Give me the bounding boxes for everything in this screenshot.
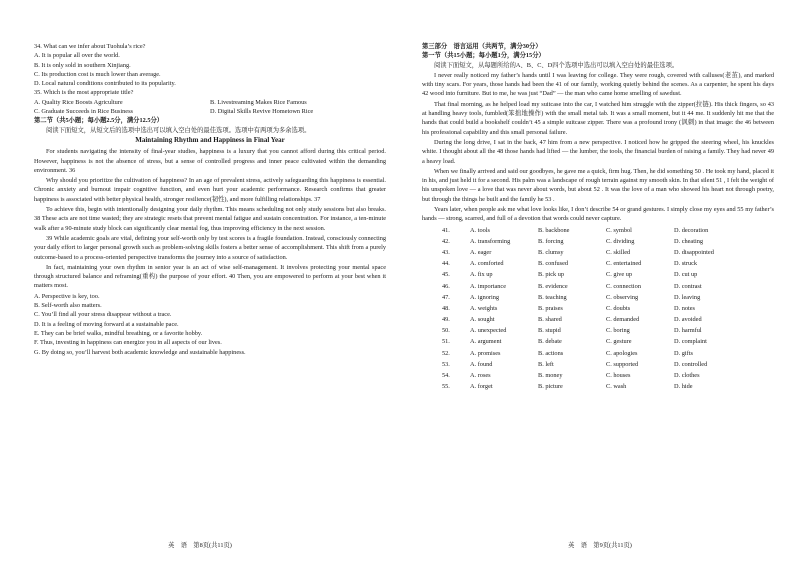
choice-option: D. gifts [674, 349, 693, 357]
choice-option: A. transforming [470, 237, 511, 245]
left-paragraph-3: To achieve this, begin with intentionally designing your daily rhythm. This means scheduling not only study sessions but also breaks. 38 These acts are not time wasted; they are strategic resets that prevent mental fatigue and sustain concentration. For instance, a ten-minute walk after a 90-minute study block can significantly clear mental fog, thus improving efficiency in the next session. [34, 206, 386, 232]
choice-row [442, 314, 742, 325]
choice-option: A. found [470, 360, 493, 368]
choice-option: D. clothes [674, 372, 700, 380]
choice-row [442, 359, 742, 370]
q35-option-b: B. Livestreaming Makes Rice Famous [210, 98, 307, 106]
section1-header: 第一节（共15小题；每小题1分，满分15分） [422, 52, 545, 60]
left-paragraph-4: 39 While academic goals are vital, defining your self-worth only by test scores is a fragile foundation. Instead, consciously connecting your daily effort to larger personal growth such as problem-solving skills fosters a better sense of accomplishment. This shift from a purely outcome-based to a process-oriented perspective transforms the journey into a source of satisfaction. [34, 234, 386, 261]
choice-option: A. eager [470, 248, 492, 256]
choice-option: D. hide [674, 383, 693, 391]
choice-row [442, 348, 742, 359]
choice-option: A. roses [470, 372, 491, 380]
answer-option-1: A. Perspective is key, too. [34, 292, 100, 300]
choice-option: B. praises [538, 304, 563, 312]
answer-option-3: C. You’ll find all your stress disappear without a trace. [34, 311, 172, 319]
choice-option: A. weights [470, 304, 498, 312]
choice-row [442, 281, 742, 292]
choice-option: D. leaving [674, 293, 701, 301]
choice-row [442, 337, 742, 348]
answer-option-7: G. By doing so, you’ll harvest both academic knowledge and sustainable happiness. [34, 348, 246, 356]
choice-option: C. give up [606, 271, 633, 279]
choice-option: D. harmful [674, 327, 702, 335]
choice-option: D. cheating [674, 237, 704, 245]
choice-option: D. disappointed [674, 248, 714, 256]
choice-row [442, 269, 742, 280]
choice-option: D. controlled [674, 360, 708, 368]
answer-option-2: B. Self-worth also matters. [34, 302, 102, 310]
choice-row [442, 247, 742, 258]
answer-option-4: D. It is a feeling of moving forward at a sustainable pace. [34, 320, 179, 328]
choice-option: D. decoration [674, 226, 709, 234]
choice-row [442, 370, 742, 381]
page-footer-left: 英 语 第8页(共11页) [168, 541, 232, 549]
right-page [400, 0, 800, 566]
choice-row [442, 236, 742, 247]
choice-number: 53. [442, 360, 450, 368]
choice-option: B. shared [538, 316, 562, 324]
choice-option: B. clumsy [538, 248, 564, 256]
choice-number: 55. [442, 383, 450, 391]
choice-option: B. picture [538, 383, 563, 391]
choice-row [442, 303, 742, 314]
answer-option-6: F. Thus, investing in happiness can energize you in all aspects of our lives. [34, 339, 222, 347]
choice-row [442, 225, 742, 236]
section1-instruction: 阅读下面短文，从每题所给的A、B、C、D四个选项中选出可以填入空白处的最佳选项。 [434, 61, 679, 69]
q34-option-4: D. Local natural conditions contributed to its popularity. [34, 80, 176, 88]
choice-option: A. argument [470, 338, 502, 346]
choice-option: B. backbone [538, 226, 570, 234]
choice-option: C. symbol [606, 226, 632, 234]
choice-number: 46. [442, 282, 450, 290]
q34-options [34, 51, 386, 88]
page-footer-right: 英 语 第9页(共11页) [568, 541, 632, 549]
part3-header: 第三部分 语言运用（共两节，满分30分） [422, 43, 542, 50]
choice-number: 41. [442, 226, 450, 234]
choice-option: A. comforted [470, 260, 504, 268]
q34-option-2: B. It is only sold in southern Xinjiang. [34, 61, 131, 69]
choice-option: B. stupid [538, 327, 561, 335]
choice-option: B. money [538, 372, 563, 380]
answer-options [34, 292, 386, 357]
choice-row [442, 292, 742, 303]
choice-option: C. gesture [606, 338, 632, 346]
choice-number: 45. [442, 271, 450, 279]
choice-number: 48. [442, 304, 450, 312]
right-paragraph-4: When we finally arrived and said our goodbyes, he gave me a quick, firm hug. Then, he did something 50 . He took my hand, placed it in his, and just held it for a second. His palm was a landscape of rough terrain against my smooth skin. In that silent 51 , I felt the weight of his unspoken love — a love that was never about words, but about 52 . It was the love of a man who showed his heart not through poetry, but through the things he built and the family he 53 . [422, 167, 774, 203]
right-paragraph-1: I never really noticed my father’s hands until I was leaving for college. They were rough, covered with calluses(老茧), and marked with tiny scars. For years, those hands had been the 41 of our family, working quietly behind the scenes. As a carpenter, he spent his days 42 wood into furniture. But to me, he was just “Dad” — the man who came home smelling of sawdust. [422, 71, 774, 98]
choice-option: C. doubts [606, 304, 631, 312]
section2-header: 第二节（共5小题；每小题2.5分，满分12.5分） [34, 117, 164, 125]
choice-number: 51. [442, 338, 450, 346]
choice-option: A. unexpected [470, 327, 507, 335]
section2-instruction: 阅读下面短文，从短文后的选项中选出可以填入空白处的最佳选项。选项中有两项为多余选项。 [46, 126, 311, 134]
choice-row [442, 325, 742, 336]
choice-option: C. wash [606, 383, 627, 391]
left-paragraph-2: Why should you prioritize the cultivation of happiness? In an age of prevalent stress, actively safeguarding this happiness is essential. Chronic anxiety and burnout impair cognitive function, and even hurt your academic performance. Research confirms that greater happiness is associated with better physical health, stronger resilience(韧性), and more fulfilling relationships. 37 [34, 177, 386, 203]
choice-number: 44. [442, 260, 450, 268]
choice-option: A. forget [470, 383, 493, 391]
choice-option: A. fix up [470, 271, 493, 279]
q35-question: 35. Which is the most appropriate title? [34, 89, 134, 97]
choice-option: C. connection [606, 282, 641, 290]
left-paragraph-5: In fact, maintaining your own rhythm in senior year is an act of wise self-management. It involves protecting your mental space through structured balance and reframing(重构) the purpose of your effort. 40 Then, you are empowered to perform at your best when it matters most. [34, 263, 386, 290]
left-paragraph-1: For students navigating the intensity of final-year studies, happiness is a luxury that you cannot afford during this critical period. However, happiness is not the absence of stress, but a sense of controlled progress and inner peace cultivated within the demanding environment. 36 [34, 148, 386, 174]
choice-number: 49. [442, 316, 450, 324]
q35-option-a: A. Quality Rice Boosts Agriculture [34, 98, 123, 106]
choice-option: C. supported [606, 360, 639, 368]
choice-row [442, 381, 742, 392]
choice-option: D. struck [674, 260, 698, 268]
choice-option: D. contrast [674, 282, 702, 290]
right-paragraph-2: That final morning, as he helped load my suitcase into the car, I watched him struggle with the zipper(拉链). His thick fingers, so 43 at handling heavy tools, fumbled(笨拙地操作) with the small metal tab. It was a small moment, but it 44 me. It suddenly hit me that the hands that could build a bookshelf couldn’t 45 a simple suitcase zipper. There was a profound irony (讽刺) in that image: the 46 between his professional capability and this small personal failure. [422, 100, 774, 136]
choice-option: A. sought [470, 316, 495, 324]
choice-option: B. forcing [538, 237, 564, 245]
choice-option: D. complaint [674, 338, 707, 346]
choice-option: B. left [538, 360, 554, 368]
right-passage [422, 71, 774, 224]
choice-option: B. evidence [538, 282, 568, 290]
choice-option: D. notes [674, 304, 695, 312]
choice-option: A. ignoring [470, 293, 500, 301]
choice-option: C. apologies [606, 349, 638, 357]
choices-table [442, 225, 742, 393]
q35-options-row-2 [34, 107, 386, 116]
choice-option: C. dividing [606, 237, 635, 245]
choice-number: 50. [442, 327, 450, 335]
choice-number: 52. [442, 349, 450, 357]
choice-option: B. actions [538, 349, 564, 357]
choice-option: C. skilled [606, 248, 631, 256]
choice-number: 47. [442, 293, 450, 301]
q34-option-3: C. Its production cost is much lower than average. [34, 70, 161, 78]
choice-option: A. importance [470, 282, 507, 290]
choice-option: C. boring [606, 327, 630, 335]
q34-question: 34. What can we infer about Tuohula’s rice? [34, 43, 146, 50]
left-passage [34, 147, 386, 290]
q35-options-row-1 [34, 98, 386, 107]
choice-option: B. debate [538, 338, 562, 346]
right-paragraph-3: During the long drive, I sat in the back, 47 him from a new perspective. I noticed how he gripped the steering wheel, his knuckles white. I thought about all the 48 those hands had lifted — the lumber, the tools, the financial burden of raising a family. They had never 49 a heavy load. [422, 138, 774, 165]
right-paragraph-5: Years later, when people ask me what love looks like, I don’t describe 54 or grand gestures. I simply close my eyes and 55 my father’s hands — strong, scarred, and full of a devotion that words could never capture. [422, 206, 774, 223]
choice-option: A. promises [470, 349, 501, 357]
q35-option-c: C. Graduate Succeeds in Rice Business [34, 108, 133, 116]
choice-option: D. avoided [674, 316, 702, 324]
choice-option: C. demanded [606, 316, 640, 324]
choice-number: 54. [442, 372, 450, 380]
passage-title: Maintaining Rhythm and Happiness in Final Year [135, 135, 285, 144]
choice-option: C. houses [606, 372, 631, 380]
choice-option: B. pick up [538, 271, 565, 279]
choice-option: C. observing [606, 293, 639, 301]
q35-option-d: D. Digital Skills Revive Hometown Rice [210, 108, 314, 116]
choice-option: B. confused [538, 260, 569, 268]
answer-option-5: E. They can be brief walks, mindful breathing, or a favorite hobby. [34, 329, 203, 337]
choice-option: A. tools [470, 226, 490, 234]
choice-option: D. cut up [674, 271, 698, 279]
choice-number: 42. [442, 237, 450, 245]
choice-option: B. teaching [538, 293, 567, 301]
choice-number: 43. [442, 248, 450, 256]
choice-row [442, 258, 742, 269]
q34-option-1: A. It is popular all over the world. [34, 52, 120, 60]
choice-option: C. entertained [606, 260, 642, 268]
